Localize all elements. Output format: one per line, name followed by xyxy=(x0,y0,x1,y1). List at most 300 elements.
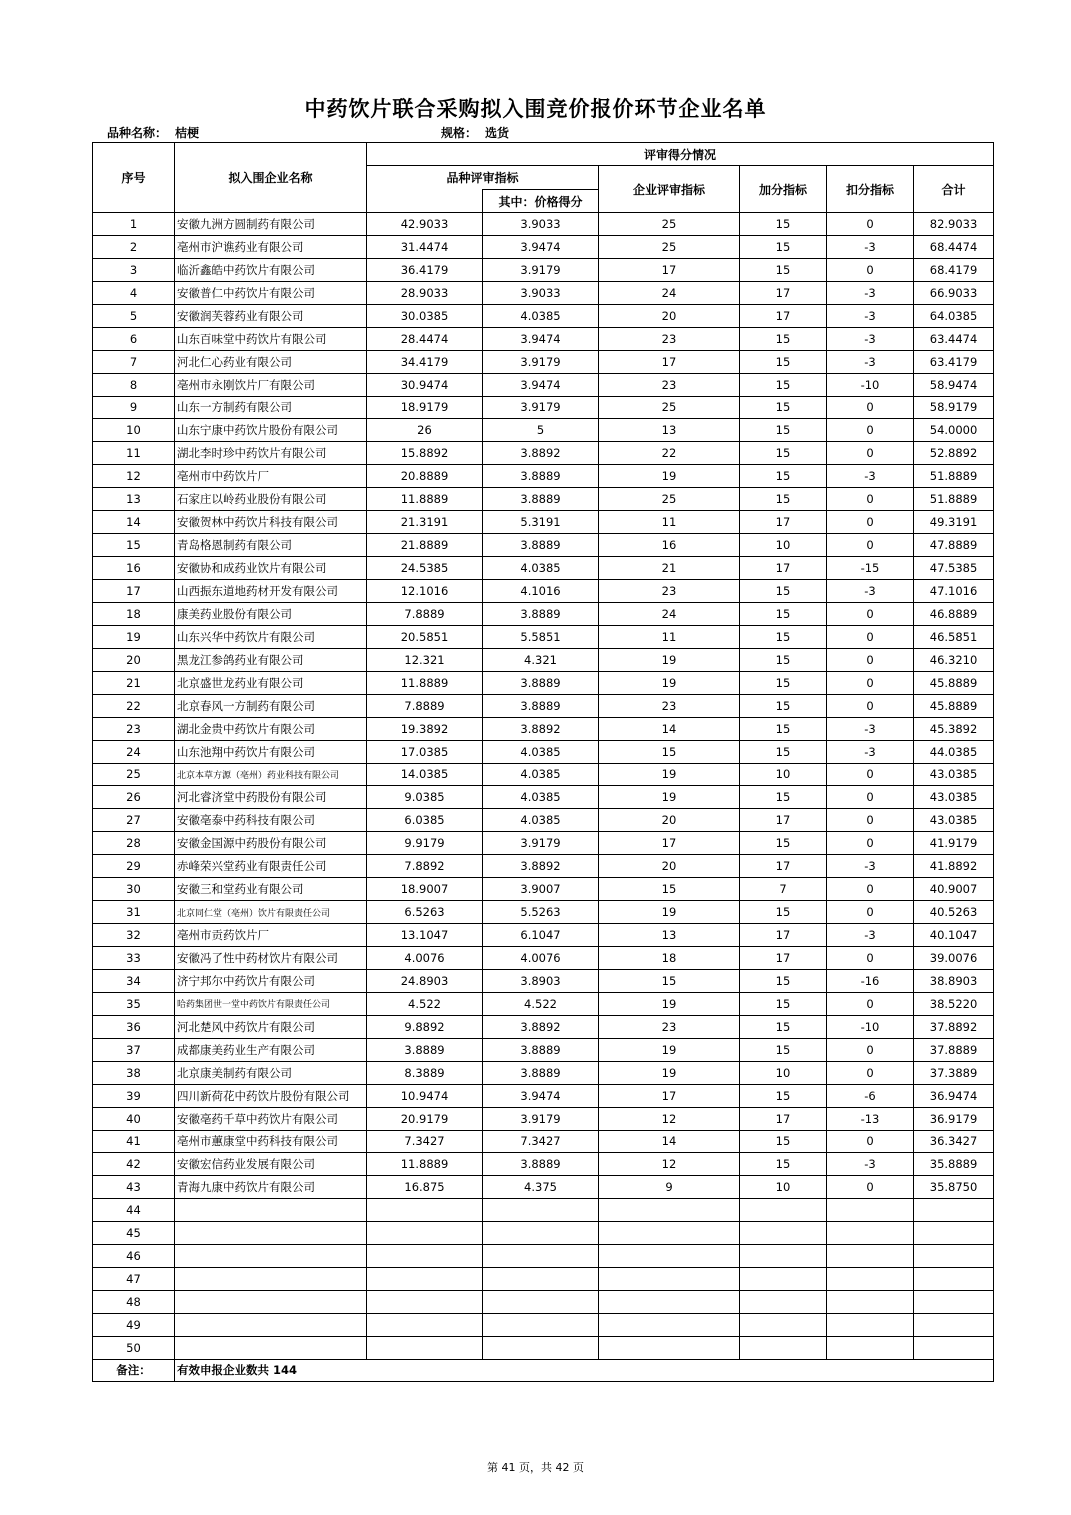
seq-cell: 29 xyxy=(93,855,175,878)
company-name-cell: 北京康美制药有限公司 xyxy=(175,1061,367,1084)
header-company: 拟入围企业名称 xyxy=(175,143,367,213)
seq-cell: 37 xyxy=(93,1038,175,1061)
deduction-cell: 0 xyxy=(827,511,914,534)
seq-cell: 43 xyxy=(93,1176,175,1199)
enterprise-index-cell: 13 xyxy=(599,419,740,442)
header-score-group: 评审得分情况 xyxy=(367,143,994,166)
company-name-cell: 山东宁康中药饮片股份有限公司 xyxy=(175,419,367,442)
variety-index-cell: 20.5851 xyxy=(367,625,483,648)
deduction-cell: -10 xyxy=(827,1015,914,1038)
table-row xyxy=(93,992,994,1015)
table-row xyxy=(93,1038,994,1061)
deduction-cell xyxy=(827,1268,914,1291)
enterprise-score-table xyxy=(92,142,994,1382)
deduction-cell: -3 xyxy=(827,740,914,763)
company-name-cell: 成都康美药业生产有限公司 xyxy=(175,1038,367,1061)
total-cell: 68.4474 xyxy=(914,235,994,258)
header-total: 合计 xyxy=(914,166,994,213)
company-name-cell xyxy=(175,1199,367,1222)
deduction-cell: 0 xyxy=(827,878,914,901)
variety-index-cell xyxy=(367,1336,483,1359)
enterprise-index-cell: 21 xyxy=(599,557,740,580)
variety-value: 桔梗 xyxy=(175,126,200,140)
price-score-cell: 3.9474 xyxy=(483,327,599,350)
table-row xyxy=(93,534,994,557)
deduction-cell: 0 xyxy=(827,786,914,809)
company-name-cell: 北京本草方源（亳州）药业科技有限公司 xyxy=(175,763,367,786)
company-name-cell: 安徽润芙蓉药业有限公司 xyxy=(175,304,367,327)
seq-cell: 7 xyxy=(93,350,175,373)
total-cell xyxy=(914,1199,994,1222)
seq-cell: 31 xyxy=(93,901,175,924)
price-score-cell xyxy=(483,1222,599,1245)
price-score-cell xyxy=(483,1245,599,1268)
variety-index-cell xyxy=(367,1245,483,1268)
header-variety-index: 品种评审指标 xyxy=(367,166,599,190)
note-text: 有效申报企业数共 144 xyxy=(175,1359,994,1381)
variety-index-cell: 42.9033 xyxy=(367,213,483,236)
seq-cell: 48 xyxy=(93,1291,175,1314)
bonus-cell xyxy=(740,1268,827,1291)
seq-cell: 28 xyxy=(93,832,175,855)
bonus-cell: 15 xyxy=(740,901,827,924)
price-score-cell xyxy=(483,1268,599,1291)
table-row xyxy=(93,213,994,236)
header-enterprise-index: 企业评审指标 xyxy=(599,166,740,213)
price-score-cell xyxy=(483,1291,599,1314)
total-cell: 40.1047 xyxy=(914,924,994,947)
company-name-cell: 亳州市贡药饮片厂 xyxy=(175,924,367,947)
total-cell: 36.3427 xyxy=(914,1130,994,1153)
seq-cell: 11 xyxy=(93,442,175,465)
deduction-cell xyxy=(827,1199,914,1222)
total-cell: 36.9474 xyxy=(914,1084,994,1107)
table-row xyxy=(93,786,994,809)
price-score-cell: 3.8892 xyxy=(483,717,599,740)
company-name-cell: 青岛格恩制药有限公司 xyxy=(175,534,367,557)
bonus-cell: 15 xyxy=(740,992,827,1015)
price-score-cell: 4.522 xyxy=(483,992,599,1015)
deduction-cell: 0 xyxy=(827,534,914,557)
deduction-cell: 0 xyxy=(827,602,914,625)
table-row xyxy=(93,717,994,740)
total-cell: 45.3892 xyxy=(914,717,994,740)
total-cell: 38.5220 xyxy=(914,992,994,1015)
deduction-cell xyxy=(827,1291,914,1314)
enterprise-index-cell: 19 xyxy=(599,992,740,1015)
table-row xyxy=(93,258,994,281)
price-score-cell: 5.5263 xyxy=(483,901,599,924)
seq-cell: 8 xyxy=(93,373,175,396)
deduction-cell: 0 xyxy=(827,809,914,832)
seq-cell: 33 xyxy=(93,947,175,970)
seq-cell: 6 xyxy=(93,327,175,350)
bonus-cell: 15 xyxy=(740,602,827,625)
bonus-cell: 15 xyxy=(740,969,827,992)
seq-cell: 17 xyxy=(93,580,175,603)
table-row xyxy=(93,1084,994,1107)
variety-index-cell: 18.9179 xyxy=(367,396,483,419)
total-cell xyxy=(914,1268,994,1291)
variety-index-cell xyxy=(367,1199,483,1222)
variety-index-cell: 28.9033 xyxy=(367,281,483,304)
enterprise-index-cell: 23 xyxy=(599,694,740,717)
bonus-cell xyxy=(740,1222,827,1245)
table-row xyxy=(93,373,994,396)
table-row xyxy=(93,878,994,901)
price-score-cell: 3.9474 xyxy=(483,235,599,258)
seq-cell: 1 xyxy=(93,213,175,236)
header-bonus: 加分指标 xyxy=(740,166,827,213)
company-name-cell: 山东兴华中药饮片有限公司 xyxy=(175,625,367,648)
variety-index-cell: 16.875 xyxy=(367,1176,483,1199)
company-name-cell xyxy=(175,1336,367,1359)
table-row xyxy=(93,1222,994,1245)
enterprise-index-cell xyxy=(599,1314,740,1337)
total-cell: 52.8892 xyxy=(914,442,994,465)
deduction-cell: 0 xyxy=(827,258,914,281)
total-cell: 37.8889 xyxy=(914,1038,994,1061)
bonus-cell: 17 xyxy=(740,924,827,947)
enterprise-index-cell xyxy=(599,1222,740,1245)
price-score-cell: 3.8892 xyxy=(483,855,599,878)
enterprise-index-cell: 23 xyxy=(599,580,740,603)
deduction-cell: 0 xyxy=(827,1038,914,1061)
deduction-cell: 0 xyxy=(827,419,914,442)
company-name-cell: 石家庄以岭药业股份有限公司 xyxy=(175,488,367,511)
seq-cell: 25 xyxy=(93,763,175,786)
table-row xyxy=(93,1061,994,1084)
seq-cell: 22 xyxy=(93,694,175,717)
table-row xyxy=(93,1199,994,1222)
price-score-cell: 3.8889 xyxy=(483,694,599,717)
deduction-cell: 0 xyxy=(827,625,914,648)
company-name-cell: 安徽贺林中药饮片科技有限公司 xyxy=(175,511,367,534)
deduction-cell: 0 xyxy=(827,396,914,419)
variety-index-cell: 12.321 xyxy=(367,648,483,671)
company-name-cell: 亳州市中药饮片厂 xyxy=(175,465,367,488)
company-name-cell: 济宁邦尔中药饮片有限公司 xyxy=(175,969,367,992)
enterprise-index-cell: 25 xyxy=(599,488,740,511)
table-row xyxy=(93,465,994,488)
table-row xyxy=(93,488,994,511)
total-cell: 44.0385 xyxy=(914,740,994,763)
total-cell: 40.9007 xyxy=(914,878,994,901)
seq-cell: 23 xyxy=(93,717,175,740)
seq-cell: 35 xyxy=(93,992,175,1015)
seq-cell: 30 xyxy=(93,878,175,901)
deduction-cell: 0 xyxy=(827,671,914,694)
total-cell: 47.5385 xyxy=(914,557,994,580)
page-footer: 第 41 页，共 42 页 xyxy=(487,1461,584,1474)
enterprise-index-cell: 14 xyxy=(599,1130,740,1153)
spec-meta xyxy=(441,124,509,141)
deduction-cell: -3 xyxy=(827,281,914,304)
seq-cell: 45 xyxy=(93,1222,175,1245)
price-score-cell: 4.0385 xyxy=(483,809,599,832)
table-row xyxy=(93,419,994,442)
total-cell xyxy=(914,1336,994,1359)
seq-cell: 4 xyxy=(93,281,175,304)
total-cell: 58.9474 xyxy=(914,373,994,396)
deduction-cell: -3 xyxy=(827,465,914,488)
seq-cell: 39 xyxy=(93,1084,175,1107)
seq-cell: 16 xyxy=(93,557,175,580)
total-cell: 64.0385 xyxy=(914,304,994,327)
enterprise-index-cell: 11 xyxy=(599,625,740,648)
seq-cell: 27 xyxy=(93,809,175,832)
enterprise-index-cell: 15 xyxy=(599,740,740,763)
variety-meta xyxy=(107,124,199,141)
price-score-cell: 3.8889 xyxy=(483,602,599,625)
table-row xyxy=(93,694,994,717)
company-name-cell: 安徽冯了性中药材饮片有限公司 xyxy=(175,947,367,970)
total-cell: 43.0385 xyxy=(914,786,994,809)
bonus-cell xyxy=(740,1314,827,1337)
bonus-cell: 15 xyxy=(740,1130,827,1153)
bonus-cell: 17 xyxy=(740,304,827,327)
variety-index-cell: 30.9474 xyxy=(367,373,483,396)
total-cell: 47.8889 xyxy=(914,534,994,557)
enterprise-index-cell: 24 xyxy=(599,281,740,304)
deduction-cell: -10 xyxy=(827,373,914,396)
bonus-cell: 15 xyxy=(740,1015,827,1038)
price-score-cell: 3.9033 xyxy=(483,281,599,304)
enterprise-index-cell: 23 xyxy=(599,327,740,350)
price-score-cell xyxy=(483,1336,599,1359)
price-score-cell: 7.3427 xyxy=(483,1130,599,1153)
spec-value: 选货 xyxy=(485,126,510,140)
price-score-cell: 3.9179 xyxy=(483,396,599,419)
enterprise-index-cell: 12 xyxy=(599,1107,740,1130)
enterprise-index-cell: 20 xyxy=(599,855,740,878)
total-cell: 51.8889 xyxy=(914,465,994,488)
price-score-cell: 5.5851 xyxy=(483,625,599,648)
table-row xyxy=(93,763,994,786)
company-name-cell: 四川新荷花中药饮片股份有限公司 xyxy=(175,1084,367,1107)
total-cell: 41.8892 xyxy=(914,855,994,878)
price-score-cell: 4.0385 xyxy=(483,763,599,786)
variety-index-cell: 20.8889 xyxy=(367,465,483,488)
company-name-cell: 湖北金贵中药饮片有限公司 xyxy=(175,717,367,740)
company-name-cell: 青海九康中药饮片有限公司 xyxy=(175,1176,367,1199)
table-row xyxy=(93,396,994,419)
company-name-cell: 安徽九洲方圆制药有限公司 xyxy=(175,213,367,236)
enterprise-index-cell xyxy=(599,1199,740,1222)
table-row xyxy=(93,901,994,924)
deduction-cell: -3 xyxy=(827,855,914,878)
total-cell: 39.0076 xyxy=(914,947,994,970)
bonus-cell xyxy=(740,1245,827,1268)
bonus-cell: 15 xyxy=(740,442,827,465)
enterprise-index-cell: 25 xyxy=(599,235,740,258)
enterprise-index-cell: 25 xyxy=(599,396,740,419)
variety-index-cell: 9.0385 xyxy=(367,786,483,809)
seq-cell: 5 xyxy=(93,304,175,327)
bonus-cell: 17 xyxy=(740,281,827,304)
deduction-cell: 0 xyxy=(827,763,914,786)
enterprise-index-cell: 20 xyxy=(599,809,740,832)
enterprise-index-cell: 19 xyxy=(599,1038,740,1061)
variety-index-cell: 7.8892 xyxy=(367,855,483,878)
company-name-cell: 山东池翔中药饮片有限公司 xyxy=(175,740,367,763)
seq-cell: 21 xyxy=(93,671,175,694)
deduction-cell: 0 xyxy=(827,694,914,717)
bonus-cell xyxy=(740,1336,827,1359)
total-cell: 35.8889 xyxy=(914,1153,994,1176)
company-name-cell xyxy=(175,1291,367,1314)
company-name-cell: 临沂鑫皓中药饮片有限公司 xyxy=(175,258,367,281)
bonus-cell: 15 xyxy=(740,258,827,281)
total-cell: 68.4179 xyxy=(914,258,994,281)
spec-label: 规格： xyxy=(441,126,478,140)
seq-cell: 10 xyxy=(93,419,175,442)
variety-index-cell xyxy=(367,1268,483,1291)
table-body xyxy=(93,213,994,1360)
bonus-cell: 17 xyxy=(740,809,827,832)
price-score-cell: 3.8889 xyxy=(483,465,599,488)
price-score-cell: 3.8889 xyxy=(483,671,599,694)
price-score-cell: 4.0385 xyxy=(483,740,599,763)
deduction-cell: 0 xyxy=(827,648,914,671)
table-row xyxy=(93,1336,994,1359)
bonus-cell: 17 xyxy=(740,947,827,970)
bonus-cell: 15 xyxy=(740,786,827,809)
seq-cell: 18 xyxy=(93,602,175,625)
variety-index-cell: 13.1047 xyxy=(367,924,483,947)
deduction-cell: 0 xyxy=(827,947,914,970)
variety-index-cell: 7.3427 xyxy=(367,1130,483,1153)
deduction-cell: -3 xyxy=(827,350,914,373)
note-row xyxy=(93,1359,994,1381)
company-name-cell: 康美药业股份有限公司 xyxy=(175,602,367,625)
enterprise-index-cell: 13 xyxy=(599,924,740,947)
deduction-cell xyxy=(827,1222,914,1245)
enterprise-index-cell xyxy=(599,1245,740,1268)
bonus-cell: 15 xyxy=(740,832,827,855)
variety-index-cell: 14.0385 xyxy=(367,763,483,786)
seq-cell: 24 xyxy=(93,740,175,763)
bonus-cell: 15 xyxy=(740,671,827,694)
deduction-cell: 0 xyxy=(827,992,914,1015)
price-score-cell: 3.8889 xyxy=(483,534,599,557)
table-row xyxy=(93,947,994,970)
variety-index-cell: 17.0385 xyxy=(367,740,483,763)
price-score-cell: 3.9474 xyxy=(483,1084,599,1107)
price-score-cell: 3.9033 xyxy=(483,213,599,236)
deduction-cell: 0 xyxy=(827,832,914,855)
company-name-cell: 亳州市永刚饮片厂有限公司 xyxy=(175,373,367,396)
price-score-cell: 5 xyxy=(483,419,599,442)
enterprise-index-cell: 9 xyxy=(599,1176,740,1199)
deduction-cell: 0 xyxy=(827,1130,914,1153)
variety-index-cell: 28.4474 xyxy=(367,327,483,350)
company-name-cell: 安徽协和成药业饮片有限公司 xyxy=(175,557,367,580)
price-score-cell: 4.0385 xyxy=(483,557,599,580)
seq-cell: 46 xyxy=(93,1245,175,1268)
table-row xyxy=(93,1176,994,1199)
total-cell: 63.4179 xyxy=(914,350,994,373)
header-deduction: 扣分指标 xyxy=(827,166,914,213)
table-row xyxy=(93,281,994,304)
total-cell xyxy=(914,1291,994,1314)
enterprise-index-cell: 23 xyxy=(599,1015,740,1038)
deduction-cell: -16 xyxy=(827,969,914,992)
enterprise-index-cell: 17 xyxy=(599,832,740,855)
seq-cell: 34 xyxy=(93,969,175,992)
deduction-cell: -3 xyxy=(827,327,914,350)
table-row xyxy=(93,580,994,603)
seq-cell: 12 xyxy=(93,465,175,488)
enterprise-index-cell xyxy=(599,1268,740,1291)
total-cell: 37.3889 xyxy=(914,1061,994,1084)
company-name-cell: 安徽金国源中药股份有限公司 xyxy=(175,832,367,855)
deduction-cell: 0 xyxy=(827,442,914,465)
bonus-cell: 10 xyxy=(740,1061,827,1084)
company-name-cell: 安徽亳泰中药科技有限公司 xyxy=(175,809,367,832)
company-name-cell: 北京同仁堂（亳州）饮片有限责任公司 xyxy=(175,901,367,924)
variety-index-cell: 21.3191 xyxy=(367,511,483,534)
company-name-cell: 黑龙江参鸽药业有限公司 xyxy=(175,648,367,671)
variety-index-cell xyxy=(367,1314,483,1337)
enterprise-index-cell: 19 xyxy=(599,671,740,694)
variety-index-cell: 4.522 xyxy=(367,992,483,1015)
price-score-cell: 5.3191 xyxy=(483,511,599,534)
deduction-cell: -3 xyxy=(827,235,914,258)
company-name-cell: 亳州市蕙康堂中药科技有限公司 xyxy=(175,1130,367,1153)
enterprise-index-cell: 22 xyxy=(599,442,740,465)
company-name-cell: 河北楚风中药饮片有限公司 xyxy=(175,1015,367,1038)
variety-index-cell: 36.4179 xyxy=(367,258,483,281)
company-name-cell: 河北仁心药业有限公司 xyxy=(175,350,367,373)
deduction-cell: 0 xyxy=(827,901,914,924)
bonus-cell: 15 xyxy=(740,396,827,419)
seq-cell: 3 xyxy=(93,258,175,281)
price-score-cell xyxy=(483,1199,599,1222)
enterprise-index-cell: 25 xyxy=(599,213,740,236)
variety-index-cell: 7.8889 xyxy=(367,694,483,717)
table-row xyxy=(93,1015,994,1038)
variety-index-cell: 11.8889 xyxy=(367,488,483,511)
company-name-cell: 北京盛世龙药业有限公司 xyxy=(175,671,367,694)
bonus-cell: 17 xyxy=(740,511,827,534)
bonus-cell: 10 xyxy=(740,1176,827,1199)
table-row xyxy=(93,969,994,992)
table-row xyxy=(93,671,994,694)
company-name-cell: 安徽亳药千草中药饮片有限公司 xyxy=(175,1107,367,1130)
variety-index-cell: 9.8892 xyxy=(367,1015,483,1038)
variety-index-cell: 11.8889 xyxy=(367,671,483,694)
table-row xyxy=(93,1153,994,1176)
price-score-cell xyxy=(483,1314,599,1337)
seq-cell: 19 xyxy=(93,625,175,648)
seq-cell: 47 xyxy=(93,1268,175,1291)
total-cell: 45.8889 xyxy=(914,671,994,694)
bonus-cell: 17 xyxy=(740,855,827,878)
company-name-cell xyxy=(175,1245,367,1268)
price-score-cell: 6.1047 xyxy=(483,924,599,947)
total-cell: 38.8903 xyxy=(914,969,994,992)
bonus-cell xyxy=(740,1199,827,1222)
bonus-cell: 15 xyxy=(740,648,827,671)
deduction-cell: -3 xyxy=(827,304,914,327)
seq-cell: 13 xyxy=(93,488,175,511)
total-cell xyxy=(914,1245,994,1268)
variety-index-cell: 31.4474 xyxy=(367,235,483,258)
enterprise-index-cell: 18 xyxy=(599,947,740,970)
seq-cell: 38 xyxy=(93,1061,175,1084)
seq-cell: 2 xyxy=(93,235,175,258)
